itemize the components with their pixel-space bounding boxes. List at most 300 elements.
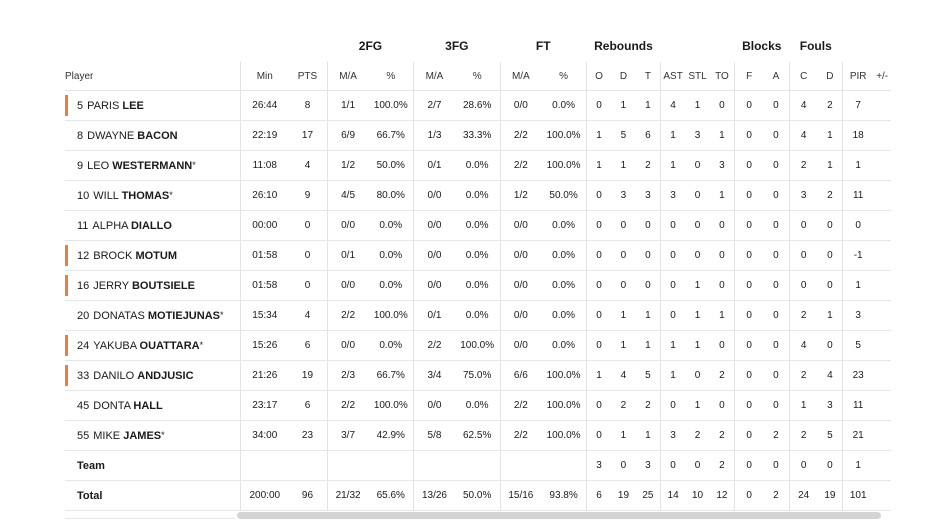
- cell-ft-pct: 100.0%: [541, 151, 586, 181]
- player-number: 10: [77, 189, 90, 202]
- cell-reb-d: 0: [611, 241, 636, 271]
- cell-pts: 4: [288, 301, 327, 331]
- header-3fg-pct[interactable]: %: [455, 62, 500, 91]
- cell-reb-d: 4: [611, 361, 636, 391]
- cell-pir: 23: [843, 361, 874, 391]
- cell-foul-d: 2: [818, 91, 843, 121]
- header-plus-minus[interactable]: +/-: [873, 62, 891, 91]
- cell-ft-pct: 0.0%: [541, 91, 586, 121]
- cell-2fg-ma: 2/3: [327, 361, 368, 391]
- player-cell[interactable]: [65, 121, 241, 151]
- cell-stl: 0: [685, 211, 710, 241]
- table-row[interactable]: [65, 181, 891, 211]
- cell-ft-ma: 0/0: [500, 241, 541, 271]
- cell-3fg-pct: 0.0%: [455, 211, 500, 241]
- header-ft-pct[interactable]: %: [541, 62, 586, 91]
- cell-to: 2: [710, 421, 735, 451]
- player-cell[interactable]: [65, 361, 241, 391]
- player-number: 11: [77, 219, 89, 232]
- cell-3fg-ma: [414, 451, 455, 481]
- cell-plus-minus: [873, 151, 891, 181]
- header-ast[interactable]: AST: [661, 62, 686, 91]
- cell-min: 26:10: [241, 181, 288, 211]
- cell-min: 34:00: [241, 421, 288, 451]
- player-last-name: BOUTSIELE: [131, 279, 195, 292]
- cell-3fg-ma: 0/0: [414, 241, 455, 271]
- cell-plus-minus: [873, 181, 891, 211]
- cell-stl: 10: [685, 481, 710, 511]
- cell-stl: 0: [685, 361, 710, 391]
- horizontal-scrollbar[interactable]: [237, 512, 881, 519]
- cell-blk-a: 0: [763, 331, 789, 361]
- cell-3fg-ma: 0/0: [414, 211, 455, 241]
- player-last-name: MOTUM: [135, 249, 177, 262]
- cell-reb-t: 0: [636, 271, 661, 301]
- cell-pts: 19: [288, 361, 327, 391]
- cell-2fg-pct: 100.0%: [368, 391, 413, 421]
- cell-2fg-ma: 1/2: [327, 151, 368, 181]
- total-label: Total: [65, 481, 241, 511]
- cell-3fg-pct: 62.5%: [455, 421, 500, 451]
- cell-to: 0: [710, 391, 735, 421]
- cell-2fg-ma: 4/5: [327, 181, 368, 211]
- player-cell[interactable]: [65, 151, 241, 181]
- cell-3fg-pct: 0.0%: [455, 301, 500, 331]
- cell-pir: 18: [843, 121, 874, 151]
- cell-pts: 6: [288, 331, 327, 361]
- cell-pir: 11: [843, 391, 874, 421]
- team-label: Team: [65, 451, 241, 481]
- cell-2fg-ma: 0/0: [327, 331, 368, 361]
- cell-pir: 1: [843, 271, 874, 301]
- cell-foul-c: 0: [789, 271, 818, 301]
- cell-ast: 3: [661, 421, 686, 451]
- cell-reb-o: 0: [586, 211, 611, 241]
- cell-pts: 9: [288, 181, 327, 211]
- cell-2fg-ma: 0/0: [327, 211, 368, 241]
- cell-pts: [288, 451, 327, 481]
- cell-2fg-pct: 0.0%: [368, 241, 413, 271]
- cell-3fg-ma: 2/2: [414, 331, 455, 361]
- cell-3fg-ma: 3/4: [414, 361, 455, 391]
- cell-min: 11:08: [241, 151, 288, 181]
- cell-reb-t: 1: [636, 421, 661, 451]
- cell-stl: 1: [685, 91, 710, 121]
- cell-foul-d: 0: [818, 211, 843, 241]
- cell-2fg-pct: 0.0%: [368, 331, 413, 361]
- player-first-name: PARIS: [87, 99, 120, 112]
- group-2fg: 2FG: [358, 39, 383, 53]
- cell-plus-minus: [873, 361, 891, 391]
- cell-stl: 1: [685, 301, 710, 331]
- cell-to: 12: [710, 481, 735, 511]
- cell-blk-a: 0: [763, 211, 789, 241]
- cell-ft-ma: 15/16: [500, 481, 541, 511]
- cell-blk-a: 0: [763, 451, 789, 481]
- cell-ft-ma: 6/6: [500, 361, 541, 391]
- cell-ft-pct: 50.0%: [541, 181, 586, 211]
- table-row[interactable]: [65, 271, 891, 301]
- cell-3fg-ma: 0/1: [414, 301, 455, 331]
- player-first-name: ALPHA: [92, 219, 128, 232]
- cell-min: 23:17: [241, 391, 288, 421]
- cell-3fg-pct: 0.0%: [455, 271, 500, 301]
- table-row[interactable]: [65, 121, 891, 151]
- cell-foul-c: 4: [789, 121, 818, 151]
- cell-foul-d: 0: [818, 271, 843, 301]
- cell-pir: 21: [843, 421, 874, 451]
- cell-2fg-ma: 3/7: [327, 421, 368, 451]
- header-2fg-ma[interactable]: M/A: [327, 62, 368, 91]
- row-divider: [65, 518, 235, 519]
- cell-ft-pct: 100.0%: [541, 391, 586, 421]
- table-row[interactable]: [65, 331, 891, 361]
- cell-stl: 0: [685, 151, 710, 181]
- cell-blk-f: 0: [735, 181, 764, 211]
- cell-min: 01:58: [241, 241, 288, 271]
- cell-3fg-ma: 5/8: [414, 421, 455, 451]
- cell-plus-minus: [873, 211, 891, 241]
- cell-reb-o: 0: [586, 271, 611, 301]
- cell-pts: 0: [288, 271, 327, 301]
- cell-blk-f: 0: [735, 211, 764, 241]
- cell-to: 3: [710, 151, 735, 181]
- cell-ft-pct: 0.0%: [541, 241, 586, 271]
- cell-3fg-ma: 2/7: [414, 91, 455, 121]
- cell-2fg-ma: 0/1: [327, 241, 368, 271]
- cell-pts: 4: [288, 151, 327, 181]
- cell-blk-a: 0: [763, 121, 789, 151]
- cell-ft-ma: 2/2: [500, 121, 541, 151]
- cell-to: 0: [710, 211, 735, 241]
- cell-to: 1: [710, 121, 735, 151]
- cell-reb-t: 1: [636, 91, 661, 121]
- player-first-name: DONTA: [93, 399, 131, 412]
- cell-foul-c: 3: [789, 181, 818, 211]
- cell-pir: 5: [843, 331, 874, 361]
- cell-blk-f: 0: [735, 421, 764, 451]
- cell-reb-d: 1: [611, 151, 636, 181]
- player-cell[interactable]: [65, 241, 241, 271]
- player-cell[interactable]: [65, 91, 241, 121]
- group-empty-2: [241, 30, 327, 62]
- boxscore-body: [65, 91, 891, 511]
- cell-pts: 8: [288, 91, 327, 121]
- cell-reb-t: 0: [636, 211, 661, 241]
- cell-pir: 1: [843, 151, 874, 181]
- cell-ft-pct: 0.0%: [541, 271, 586, 301]
- player-number: 20: [77, 309, 90, 322]
- cell-pir: 1: [843, 451, 874, 481]
- cell-blk-f: 0: [735, 301, 764, 331]
- cell-foul-c: 0: [789, 241, 818, 271]
- cell-ft-ma: 2/2: [500, 151, 541, 181]
- cell-3fg-pct: [455, 451, 500, 481]
- cell-blk-a: 0: [763, 91, 789, 121]
- table-row[interactable]: [65, 151, 891, 181]
- cell-reb-d: 5: [611, 121, 636, 151]
- table-row[interactable]: [65, 241, 891, 271]
- cell-ft-ma: 0/0: [500, 301, 541, 331]
- player-number: 24: [77, 339, 90, 352]
- cell-pir: -1: [843, 241, 874, 271]
- cell-plus-minus: [873, 481, 891, 511]
- cell-foul-d: 19: [818, 481, 843, 511]
- cell-ft-pct: 100.0%: [541, 121, 586, 151]
- cell-3fg-pct: 100.0%: [455, 331, 500, 361]
- cell-ast: 4: [661, 91, 686, 121]
- table-row[interactable]: [65, 91, 891, 121]
- cell-pts: 96: [288, 481, 327, 511]
- cell-foul-d: 1: [818, 151, 843, 181]
- cell-pir: 101: [843, 481, 874, 511]
- header-foul-c[interactable]: C: [789, 62, 818, 91]
- cell-3fg-pct: 0.0%: [455, 151, 500, 181]
- cell-to: 1: [710, 301, 735, 331]
- cell-reb-o: 0: [586, 301, 611, 331]
- cell-stl: 1: [685, 391, 710, 421]
- cell-ft-pct: [541, 451, 586, 481]
- player-number: 45: [77, 399, 90, 412]
- player-last-name: BACON: [137, 129, 178, 142]
- cell-blk-a: 2: [763, 481, 789, 511]
- cell-ft-ma: 2/2: [500, 421, 541, 451]
- player-last-name: OUATTARA: [139, 339, 200, 352]
- cell-reb-d: 0: [611, 451, 636, 481]
- group-ft: FT: [535, 39, 551, 53]
- group-empty: [65, 30, 241, 62]
- cell-reb-o: 1: [586, 121, 611, 151]
- cell-foul-d: 1: [818, 301, 843, 331]
- cell-min: 26:44: [241, 91, 288, 121]
- group-empty-3: [661, 30, 735, 62]
- player-first-name: JERRY: [93, 279, 129, 292]
- total-row: [65, 481, 891, 511]
- cell-to: 0: [710, 241, 735, 271]
- cell-reb-o: 0: [586, 331, 611, 361]
- player-cell[interactable]: [65, 331, 241, 361]
- header-ft-ma[interactable]: M/A: [500, 62, 541, 91]
- cell-reb-t: 1: [636, 301, 661, 331]
- cell-reb-t: 5: [636, 361, 661, 391]
- header-reb-d[interactable]: D: [611, 62, 636, 91]
- cell-blk-f: 0: [735, 481, 764, 511]
- table-row[interactable]: [65, 211, 891, 241]
- cell-reb-o: 0: [586, 391, 611, 421]
- cell-blk-a: 0: [763, 391, 789, 421]
- starter-indicator: [65, 335, 68, 356]
- cell-3fg-pct: 28.6%: [455, 91, 500, 121]
- cell-2fg-ma: 6/9: [327, 121, 368, 151]
- cell-2fg-ma: 0/0: [327, 271, 368, 301]
- cell-blk-f: 0: [735, 361, 764, 391]
- header-pts[interactable]: PTS: [288, 62, 327, 91]
- cell-3fg-pct: 75.0%: [455, 361, 500, 391]
- cell-plus-minus: [873, 241, 891, 271]
- cell-blk-a: 2: [763, 421, 789, 451]
- starter-indicator: [65, 95, 68, 116]
- cell-pir: 3: [843, 301, 874, 331]
- cell-blk-a: 0: [763, 361, 789, 391]
- header-blk-a[interactable]: A: [763, 62, 789, 91]
- cell-foul-c: 1: [789, 391, 818, 421]
- header-reb-t[interactable]: T: [636, 62, 661, 91]
- player-cell[interactable]: [65, 211, 241, 241]
- table-row[interactable]: [65, 421, 891, 451]
- cell-reb-d: 2: [611, 391, 636, 421]
- cell-min: 21:26: [241, 361, 288, 391]
- cell-2fg-pct: 42.9%: [368, 421, 413, 451]
- cell-reb-d: 1: [611, 421, 636, 451]
- cell-3fg-ma: 0/0: [414, 391, 455, 421]
- cell-min: 01:58: [241, 271, 288, 301]
- starter-indicator: [65, 275, 68, 296]
- cell-plus-minus: [873, 451, 891, 481]
- header-reb-o[interactable]: O: [586, 62, 611, 91]
- cell-foul-c: 4: [789, 91, 818, 121]
- table-row[interactable]: [65, 391, 891, 421]
- player-number: 55: [77, 429, 90, 442]
- cell-reb-t: 3: [636, 451, 661, 481]
- player-last-name: THOMAS: [121, 189, 170, 202]
- boxscore-table: [65, 30, 891, 511]
- cell-reb-d: 1: [611, 91, 636, 121]
- cell-plus-minus: [873, 301, 891, 331]
- cell-2fg-pct: 66.7%: [368, 121, 413, 151]
- cell-min: 22:19: [241, 121, 288, 151]
- header-3fg-ma[interactable]: M/A: [414, 62, 455, 91]
- cell-ft-ma: 0/0: [500, 271, 541, 301]
- cell-ft-pct: 0.0%: [541, 301, 586, 331]
- cell-3fg-ma: 0/0: [414, 271, 455, 301]
- cell-ft-ma: 0/0: [500, 91, 541, 121]
- cell-ast: 0: [661, 391, 686, 421]
- cell-reb-o: 0: [586, 91, 611, 121]
- cell-to: 0: [710, 271, 735, 301]
- player-mark: *: [199, 339, 204, 350]
- cell-reb-t: 1: [636, 331, 661, 361]
- player-cell[interactable]: [65, 421, 241, 451]
- header-pir[interactable]: PIR: [843, 62, 874, 91]
- cell-ft-ma: [500, 451, 541, 481]
- cell-plus-minus: [873, 331, 891, 361]
- cell-2fg-pct: 65.6%: [368, 481, 413, 511]
- cell-foul-c: 2: [789, 151, 818, 181]
- starter-indicator: [65, 245, 68, 266]
- cell-foul-d: 2: [818, 181, 843, 211]
- cell-2fg-pct: 66.7%: [368, 361, 413, 391]
- player-last-name: HALL: [133, 399, 163, 412]
- player-first-name: DANILO: [93, 369, 135, 382]
- cell-reb-o: 0: [586, 181, 611, 211]
- cell-pir: 11: [843, 181, 874, 211]
- cell-stl: 3: [685, 121, 710, 151]
- cell-blk-f: 0: [735, 241, 764, 271]
- cell-2fg-pct: 100.0%: [368, 301, 413, 331]
- group-3fg: 3FG: [445, 39, 469, 53]
- cell-ft-pct: 100.0%: [541, 361, 586, 391]
- cell-stl: 1: [685, 331, 710, 361]
- cell-foul-c: 2: [789, 421, 818, 451]
- cell-blk-f: 0: [735, 91, 764, 121]
- cell-reb-t: 25: [636, 481, 661, 511]
- cell-blk-f: 0: [735, 451, 764, 481]
- header-foul-d[interactable]: D: [818, 62, 843, 91]
- header-stl[interactable]: STL: [685, 62, 710, 91]
- player-first-name: DONATAS: [93, 309, 145, 322]
- cell-foul-d: 0: [818, 331, 843, 361]
- player-first-name: DWAYNE: [87, 129, 135, 142]
- header-player[interactable]: Player: [65, 62, 241, 91]
- cell-to: 1: [710, 181, 735, 211]
- cell-reb-t: 2: [636, 151, 661, 181]
- cell-ft-ma: 0/0: [500, 211, 541, 241]
- cell-blk-a: 0: [763, 241, 789, 271]
- cell-blk-a: 0: [763, 301, 789, 331]
- cell-blk-f: 0: [735, 331, 764, 361]
- player-first-name: YAKUBA: [93, 339, 137, 352]
- cell-reb-d: 1: [611, 331, 636, 361]
- cell-blk-f: 0: [735, 271, 764, 301]
- cell-min: 15:26: [241, 331, 288, 361]
- table-row[interactable]: [65, 301, 891, 331]
- header-2fg-pct[interactable]: %: [368, 62, 413, 91]
- cell-ast: 14: [661, 481, 686, 511]
- cell-ast: 0: [661, 301, 686, 331]
- cell-ft-ma: 0/0: [500, 331, 541, 361]
- cell-stl: 0: [685, 241, 710, 271]
- cell-2fg-ma: [327, 451, 368, 481]
- player-cell[interactable]: [65, 391, 241, 421]
- cell-foul-d: 4: [818, 361, 843, 391]
- player-last-name: ANDJUSIC: [137, 369, 194, 382]
- cell-stl: 1: [685, 271, 710, 301]
- cell-min: [241, 451, 288, 481]
- player-cell[interactable]: [65, 271, 241, 301]
- cell-2fg-ma: 2/2: [327, 301, 368, 331]
- cell-3fg-pct: 0.0%: [455, 391, 500, 421]
- player-cell[interactable]: [65, 181, 241, 211]
- player-first-name: BROCK: [93, 249, 133, 262]
- header-blk-f[interactable]: F: [735, 62, 764, 91]
- cell-min: 00:00: [241, 211, 288, 241]
- player-last-name: DIALLO: [130, 219, 172, 232]
- player-number: 12: [77, 249, 90, 262]
- cell-foul-d: 3: [818, 391, 843, 421]
- cell-3fg-pct: 33.3%: [455, 121, 500, 151]
- player-first-name: LEO: [87, 159, 110, 172]
- starter-indicator: [65, 365, 68, 386]
- header-to[interactable]: TO: [710, 62, 735, 91]
- cell-ast: 1: [661, 361, 686, 391]
- cell-pts: 0: [288, 211, 327, 241]
- cell-foul-d: 1: [818, 121, 843, 151]
- cell-pir: 7: [843, 91, 874, 121]
- cell-reb-t: 0: [636, 241, 661, 271]
- cell-pts: 6: [288, 391, 327, 421]
- cell-to: 0: [710, 331, 735, 361]
- group-empty-4: [843, 30, 892, 62]
- cell-ast: 0: [661, 451, 686, 481]
- table-row[interactable]: [65, 361, 891, 391]
- player-cell[interactable]: [65, 301, 241, 331]
- cell-reb-o: 1: [586, 151, 611, 181]
- group-blocks: Blocks: [742, 39, 782, 53]
- cell-blk-f: 0: [735, 121, 764, 151]
- cell-2fg-ma: 1/1: [327, 91, 368, 121]
- cell-min: 15:34: [241, 301, 288, 331]
- header-min[interactable]: Min: [241, 62, 288, 91]
